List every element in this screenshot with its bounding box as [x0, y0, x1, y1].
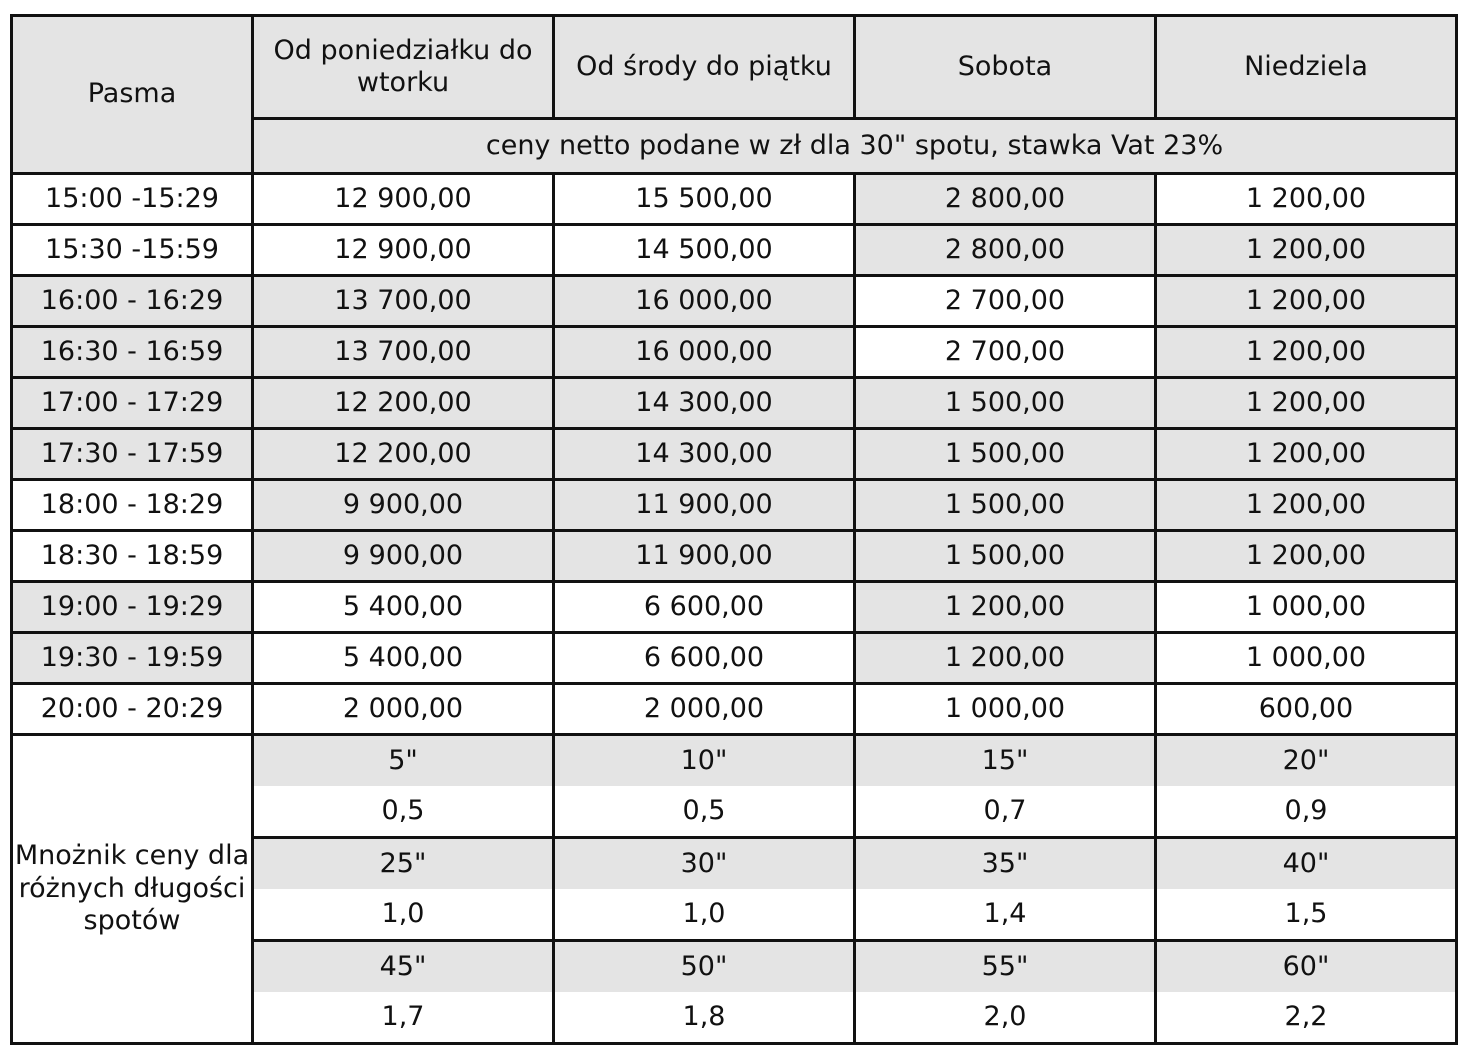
- multiplier-factor-cell: 0,5: [253, 786, 554, 838]
- price-cell: 6 600,00: [554, 582, 855, 633]
- table-row: [12, 327, 1457, 378]
- spot-length-cell: 50": [554, 941, 855, 993]
- multiplier-factor-cell: 2,0: [855, 992, 1156, 1044]
- price-cell: 1 200,00: [855, 633, 1156, 684]
- price-cell: 1 200,00: [855, 582, 1156, 633]
- price-cell: 9 900,00: [253, 480, 554, 531]
- band-cell: 19:30 - 19:59: [12, 633, 253, 684]
- column-header-mon-tue: Od poniedziałku do wtorku: [253, 16, 554, 119]
- price-cell: 1 500,00: [855, 480, 1156, 531]
- spot-length-cell: 45": [253, 941, 554, 993]
- table-row: [12, 582, 1457, 633]
- price-cell: 2 800,00: [855, 174, 1156, 225]
- spot-length-cell: 5": [253, 735, 554, 787]
- band-cell: 16:00 - 16:29: [12, 276, 253, 327]
- table-row: [12, 378, 1457, 429]
- price-cell: 1 200,00: [1156, 378, 1457, 429]
- table-row: [12, 531, 1457, 582]
- price-cell: 13 700,00: [253, 327, 554, 378]
- column-header-wed-fri: Od środy do piątku: [554, 16, 855, 119]
- price-cell: 600,00: [1156, 684, 1457, 735]
- price-cell: 1 200,00: [1156, 225, 1457, 276]
- multiplier-factor-cell: 0,7: [855, 786, 1156, 838]
- price-cell: 6 600,00: [554, 633, 855, 684]
- multiplier-factor-cell: 1,5: [1156, 889, 1457, 941]
- price-cell: 12 200,00: [253, 429, 554, 480]
- band-cell: 18:00 - 18:29: [12, 480, 253, 531]
- multiplier-factor-cell: 1,8: [554, 992, 855, 1044]
- price-table: [10, 14, 1458, 1045]
- price-cell: 2 700,00: [855, 276, 1156, 327]
- table-row: [12, 633, 1457, 684]
- price-cell: 16 000,00: [554, 276, 855, 327]
- table-row: [12, 276, 1457, 327]
- column-header-saturday: Sobota: [855, 16, 1156, 119]
- multiplier-factor-cell: 1,0: [253, 889, 554, 941]
- price-cell: 1 500,00: [855, 531, 1156, 582]
- multiplier-lengths-row: [12, 735, 1457, 787]
- price-cell: 9 900,00: [253, 531, 554, 582]
- price-cell: 5 400,00: [253, 633, 554, 684]
- price-cell: 1 500,00: [855, 429, 1156, 480]
- price-cell: 12 900,00: [253, 225, 554, 276]
- price-cell: 14 500,00: [554, 225, 855, 276]
- table-row: [12, 225, 1457, 276]
- multiplier-factor-cell: 1,4: [855, 889, 1156, 941]
- spot-length-cell: 10": [554, 735, 855, 787]
- price-cell: 1 500,00: [855, 378, 1156, 429]
- price-cell: 2 700,00: [855, 327, 1156, 378]
- multiplier-factor-cell: 1,0: [554, 889, 855, 941]
- header-row: [12, 16, 1457, 119]
- band-cell: 15:30 -15:59: [12, 225, 253, 276]
- multiplier-factor-cell: 0,5: [554, 786, 855, 838]
- spot-length-cell: 55": [855, 941, 1156, 993]
- spot-length-cell: 40": [1156, 838, 1457, 890]
- table-row: [12, 174, 1457, 225]
- price-cell: 14 300,00: [554, 378, 855, 429]
- spot-length-cell: 20": [1156, 735, 1457, 787]
- multiplier-factor-cell: 1,7: [253, 992, 554, 1044]
- table-row: [12, 480, 1457, 531]
- price-cell: 1 000,00: [1156, 633, 1457, 684]
- price-cell: 1 200,00: [1156, 174, 1457, 225]
- price-cell: 1 200,00: [1156, 480, 1457, 531]
- spot-length-cell: 35": [855, 838, 1156, 890]
- price-cell: 12 200,00: [253, 378, 554, 429]
- price-cell: 2 800,00: [855, 225, 1156, 276]
- price-cell: 15 500,00: [554, 174, 855, 225]
- price-cell: 2 000,00: [253, 684, 554, 735]
- price-cell: 16 000,00: [554, 327, 855, 378]
- price-cell: 1 200,00: [1156, 429, 1457, 480]
- price-cell: 5 400,00: [253, 582, 554, 633]
- pasma-header: Pasma: [12, 16, 253, 174]
- price-cell: 2 000,00: [554, 684, 855, 735]
- column-header-sunday: Niedziela: [1156, 16, 1457, 119]
- multiplier-factor-cell: 0,9: [1156, 786, 1457, 838]
- price-cell: 12 900,00: [253, 174, 554, 225]
- band-cell: 15:00 -15:29: [12, 174, 253, 225]
- price-cell: 1 200,00: [1156, 327, 1457, 378]
- band-cell: 18:30 - 18:59: [12, 531, 253, 582]
- table-row: [12, 684, 1457, 735]
- spot-length-cell: 25": [253, 838, 554, 890]
- band-cell: 17:30 - 17:59: [12, 429, 253, 480]
- price-cell: 1 000,00: [855, 684, 1156, 735]
- spot-length-cell: 60": [1156, 941, 1457, 993]
- price-cell: 1 000,00: [1156, 582, 1457, 633]
- band-cell: 19:00 - 19:29: [12, 582, 253, 633]
- multiplier-factor-cell: 2,2: [1156, 992, 1457, 1044]
- spot-length-cell: 30": [554, 838, 855, 890]
- price-cell: 1 200,00: [1156, 276, 1457, 327]
- price-cell: 11 900,00: [554, 480, 855, 531]
- band-cell: 17:00 - 17:29: [12, 378, 253, 429]
- price-cell: 11 900,00: [554, 531, 855, 582]
- price-cell: 14 300,00: [554, 429, 855, 480]
- price-cell: 13 700,00: [253, 276, 554, 327]
- band-cell: 20:00 - 20:29: [12, 684, 253, 735]
- price-cell: 1 200,00: [1156, 531, 1457, 582]
- spot-length-cell: 15": [855, 735, 1156, 787]
- price-note: ceny netto podane w zł dla 30" spotu, stawka Vat 23%: [253, 119, 1457, 174]
- table-row: [12, 429, 1457, 480]
- multiplier-label: Mnożnik ceny dla różnych długości spotów: [12, 735, 253, 1044]
- band-cell: 16:30 - 16:59: [12, 327, 253, 378]
